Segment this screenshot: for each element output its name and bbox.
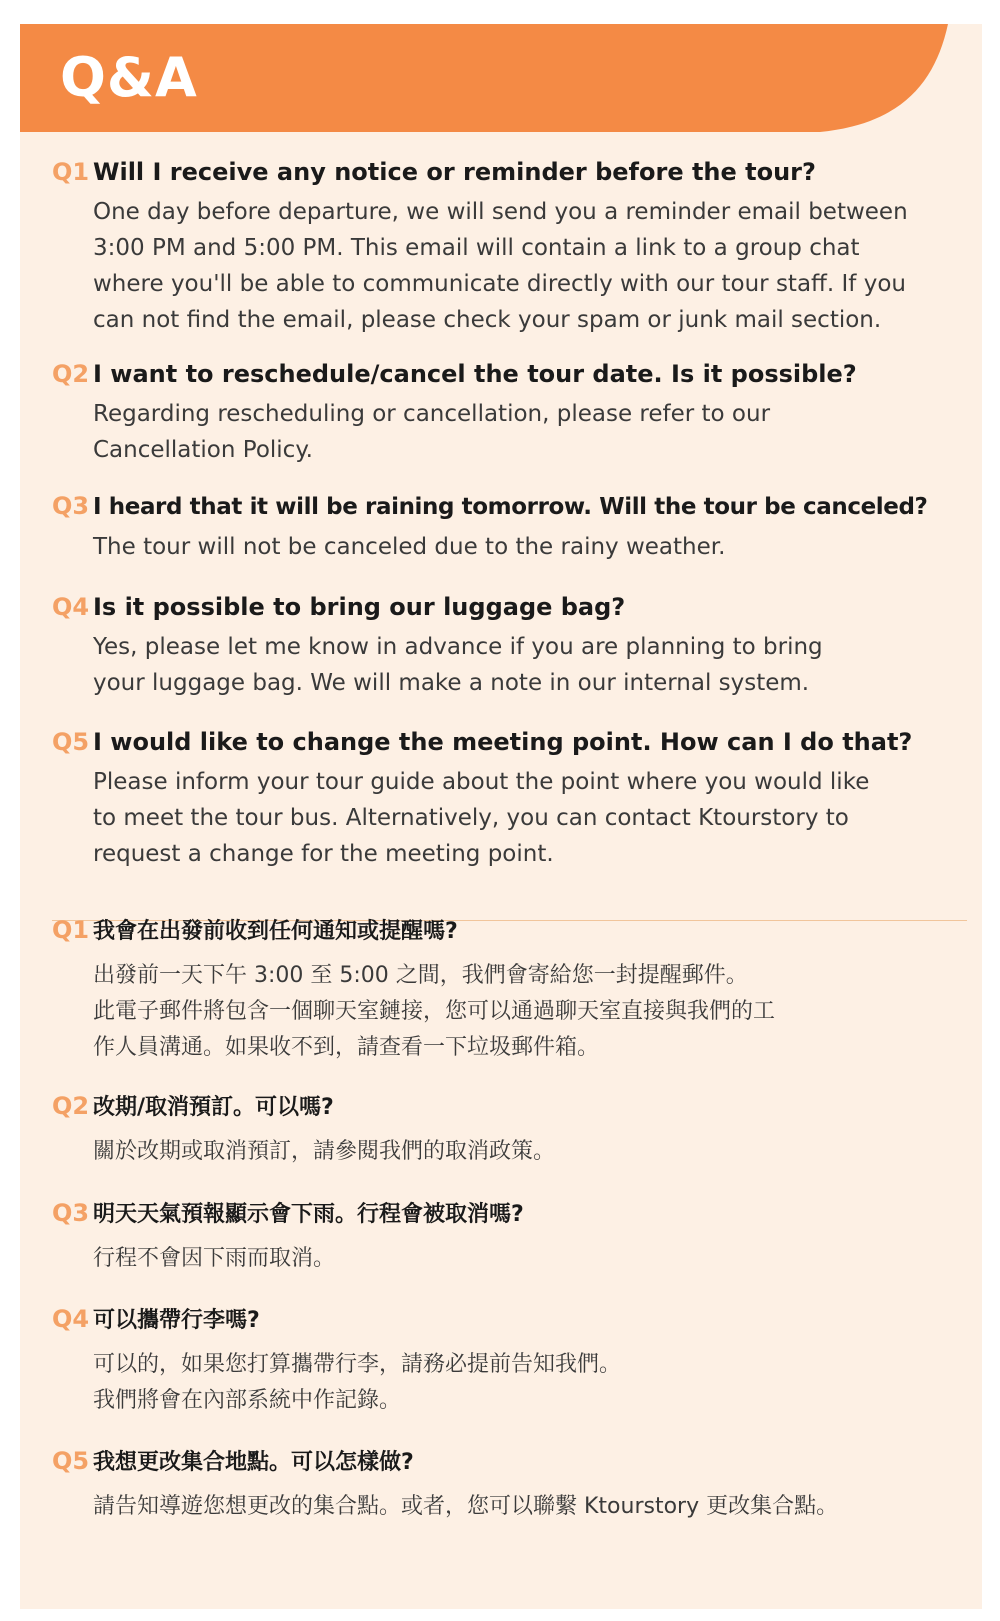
- answer-line: where you'll be able to communicate directly with our tour staff. If you: [93, 271, 906, 297]
- answer-line: can not find the email, please check your spam or junk mail section.: [93, 307, 882, 333]
- qa-item-zh-2: [52, 1092, 962, 1170]
- answer-line: 關於改期或取消預訂，請參閱我們的取消政策。: [93, 1139, 556, 1164]
- answer-text: [93, 958, 962, 1066]
- answer-line: 3:00 PM and 5:00 PM. This email will contain a link to a group chat: [93, 235, 860, 261]
- qa-item-zh-3: [52, 1199, 962, 1277]
- qa-item-en-4: [52, 591, 962, 701]
- qa-item-en-1: [52, 156, 962, 338]
- answer-line: 我們將會在內部系統中作記錄。: [93, 1388, 402, 1413]
- question-number: Q4: [52, 593, 90, 621]
- answer-text: [93, 1489, 962, 1525]
- answer-line: your luggage bag. We will make a note in our internal system.: [93, 670, 810, 696]
- question-number: Q3: [52, 492, 90, 520]
- qa-item-en-5: [52, 726, 962, 872]
- question-text: 改期/取消預訂。可以嗎?: [93, 1095, 334, 1120]
- answer-line: request a change for the meeting point.: [93, 841, 554, 867]
- answer-text: [93, 194, 962, 338]
- question-text: 我會在出發前收到任何通知或提醒嗎?: [93, 919, 458, 944]
- question-text: I heard that it will be raining tomorrow. Will the tour be canceled?: [93, 494, 928, 520]
- answer-text: [93, 1347, 962, 1419]
- answer-line: 行程不會因下雨而取消。: [93, 1246, 336, 1271]
- qa-card: [20, 24, 982, 1609]
- qa-item-en-3: [52, 491, 962, 565]
- question-number: Q1: [52, 158, 90, 186]
- answer-line: Cancellation Policy.: [93, 437, 313, 463]
- answer-line: Regarding rescheduling or cancellation, please refer to our: [93, 401, 771, 427]
- question-number: Q5: [52, 1447, 90, 1475]
- answer-line: 請告知導遊您想更改的集合點。或者，您可以聯繫 Ktourstory 更改集合點。: [93, 1494, 839, 1519]
- question-text: Will I receive any notice or reminder before the tour?: [93, 158, 816, 186]
- question-number: Q3: [52, 1199, 90, 1227]
- answer-line: The tour will not be canceled due to the rainy weather.: [93, 534, 726, 560]
- qa-item-zh-4: [52, 1305, 962, 1419]
- answer-text: [93, 1134, 962, 1170]
- question-text: 可以攜帶行李嗎?: [93, 1308, 260, 1333]
- answer-line: Yes, please let me know in advance if you are planning to bring: [93, 634, 823, 660]
- question-number: Q1: [52, 916, 90, 944]
- answer-text: [93, 764, 962, 872]
- answer-text: [93, 1241, 962, 1277]
- answer-text: [93, 396, 962, 468]
- answer-line: 出發前一天下午 3:00 至 5:00 之間，我們會寄給您一封提醒郵件。: [93, 963, 748, 988]
- qa-item-zh-1: [52, 916, 962, 1066]
- qa-item-zh-5: [52, 1447, 962, 1525]
- question-text: 我想更改集合地點。可以怎樣做?: [93, 1450, 414, 1475]
- answer-line: One day before departure, we will send you a reminder email between: [93, 199, 908, 225]
- question-text: I want to reschedule/cancel the tour date. Is it possible?: [93, 360, 857, 388]
- question-text: 明天天氣預報顯示會下雨。行程會被取消嗎?: [93, 1202, 524, 1227]
- answer-line: 此電子郵件將包含一個聊天室鏈接，您可以通過聊天室直接與我們的工: [93, 999, 776, 1024]
- page-title: Q&A: [60, 46, 198, 109]
- answer-text: [93, 529, 962, 565]
- question-number: Q4: [52, 1305, 90, 1333]
- question-number: Q2: [52, 1092, 90, 1120]
- answer-text: [93, 629, 962, 701]
- answer-line: to meet the tour bus. Alternatively, you can contact Ktourstory to: [93, 805, 849, 831]
- answer-line: Please inform your tour guide about the point where you would like: [93, 769, 870, 795]
- question-text: Is it possible to bring our luggage bag?: [93, 593, 626, 621]
- answer-line: 可以的，如果您打算攜帶行李，請務必提前告知我們。: [93, 1352, 622, 1377]
- qa-item-en-2: [52, 358, 962, 468]
- answer-line: 作人員溝通。如果收不到，請查看一下垃圾郵件箱。: [93, 1035, 600, 1060]
- header-banner: [20, 24, 982, 136]
- question-number: Q5: [52, 728, 90, 756]
- question-number: Q2: [52, 360, 90, 388]
- question-text: I would like to change the meeting point. How can I do that?: [93, 728, 913, 756]
